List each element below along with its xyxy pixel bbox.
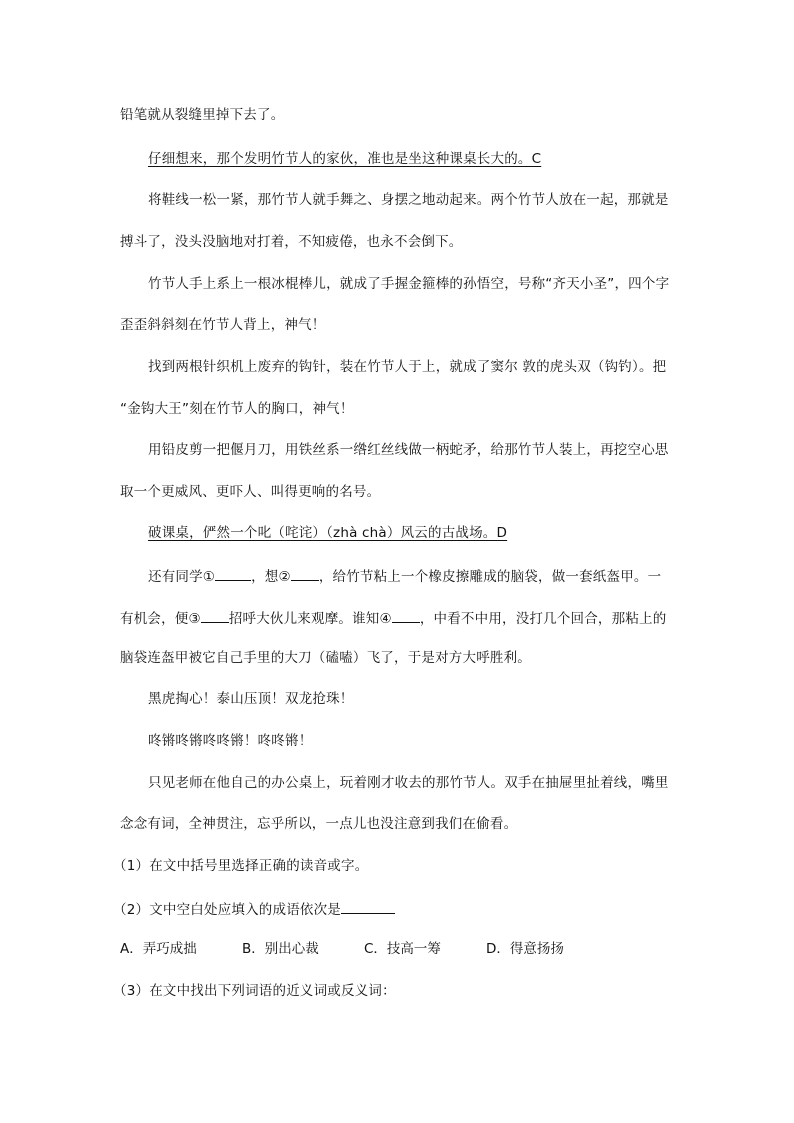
underlined-sentence-d: 破课桌，俨然一个叱（咤诧）（zhà chà）风云的古战场。D: [148, 525, 508, 541]
text-segment: ，给竹节粘上一个橡皮擦雕成的脑袋，做一套纸盔甲。一: [318, 569, 662, 585]
option-a: A．弄巧成拙: [120, 941, 197, 957]
paragraph-line: 用铅皮剪一把偃月刀，用铁丝系一绺红丝线做一柄蛇矛，给那竹节人装上，再挖空心思: [148, 442, 669, 458]
option-b: B．别出心裁: [242, 941, 319, 957]
underlined-sentence-c: 仔细想来，那个发明竹节人的家伙，准也是坐这种课桌长大的。C: [148, 151, 542, 167]
question-2: [113, 899, 395, 919]
text-segment: ，中看不中用，没打几个回合，那粘上的: [419, 611, 667, 627]
paragraph-line: 黑虎掏心！泰山压顶！双龙抢珠！: [148, 691, 354, 707]
paragraph-line: 搏斗了，没头没脑地对打着，不知疲倦，也永不会倒下。: [120, 234, 463, 250]
paragraph-line: 取一个更威风、更吓人、叫得更响的名号。: [120, 484, 381, 500]
paragraph-line: 只见老师在他自己的办公桌上，玩着刚才收去的那竹节人。双手在抽屉里扯着线，嘴里: [148, 775, 669, 791]
option-d: D．得意扬扬: [486, 941, 564, 957]
paragraph-line: 咚锵咚锵咚咚锵！咚咚锵！: [148, 733, 313, 749]
question-2-text: （2）文中空白处应填入的成语依次是: [113, 902, 341, 918]
blank-1[interactable]: [215, 566, 251, 581]
paragraph-line-with-blanks: [120, 608, 666, 628]
question-1: （1）在文中括号里选择正确的读音或字。: [113, 858, 369, 874]
paragraph-line: 歪歪斜斜刻在竹节人背上，神气！: [120, 317, 326, 333]
paragraph-line: 铅笔就从裂缝里掉下去了。: [120, 107, 285, 123]
paragraph-line: 将鞋线一松一紧，那竹节人就手舞之、身摆之地动起来。两个竹节人放在一起，那就是: [148, 192, 669, 208]
paragraph-line: 竹节人手上系上一根冰棍棒儿，就成了手握金箍棒的孙悟空，号称“齐天小圣”，四个字: [148, 276, 670, 292]
text-segment: 有机会，便③: [120, 611, 201, 627]
option-c: C．技高一筹: [364, 941, 441, 957]
blank-3[interactable]: [201, 608, 229, 623]
question-3: （3）在文中找出下列词语的近义词或反义词：: [113, 983, 396, 999]
paragraph-line-with-blanks: [148, 566, 661, 586]
text-segment: 招呼大伙儿来观摩。谁知④: [228, 611, 392, 627]
paragraph-line: 脑袋连盔甲被它自己手里的大刀（磕嗑）飞了，于是对方大呼胜利。: [120, 650, 531, 666]
blank-2[interactable]: [291, 566, 319, 581]
answer-blank[interactable]: [341, 899, 395, 914]
paragraph-line: 找到两根针织机上废弃的钩针，装在竹节人于上，就成了窦尔 敦的虎头双（钩钓）。把: [148, 359, 667, 375]
paragraph-line: 念念有词，全神贯注，忘乎所以，一点儿也没注意到我们在偷看。: [120, 816, 518, 832]
paragraph-line: “金钩大王”刻在竹节人的胸口，神气！: [120, 401, 354, 417]
blank-4[interactable]: [392, 608, 420, 623]
text-segment: 还有同学①: [148, 569, 216, 585]
text-segment: ，想②: [251, 569, 291, 585]
